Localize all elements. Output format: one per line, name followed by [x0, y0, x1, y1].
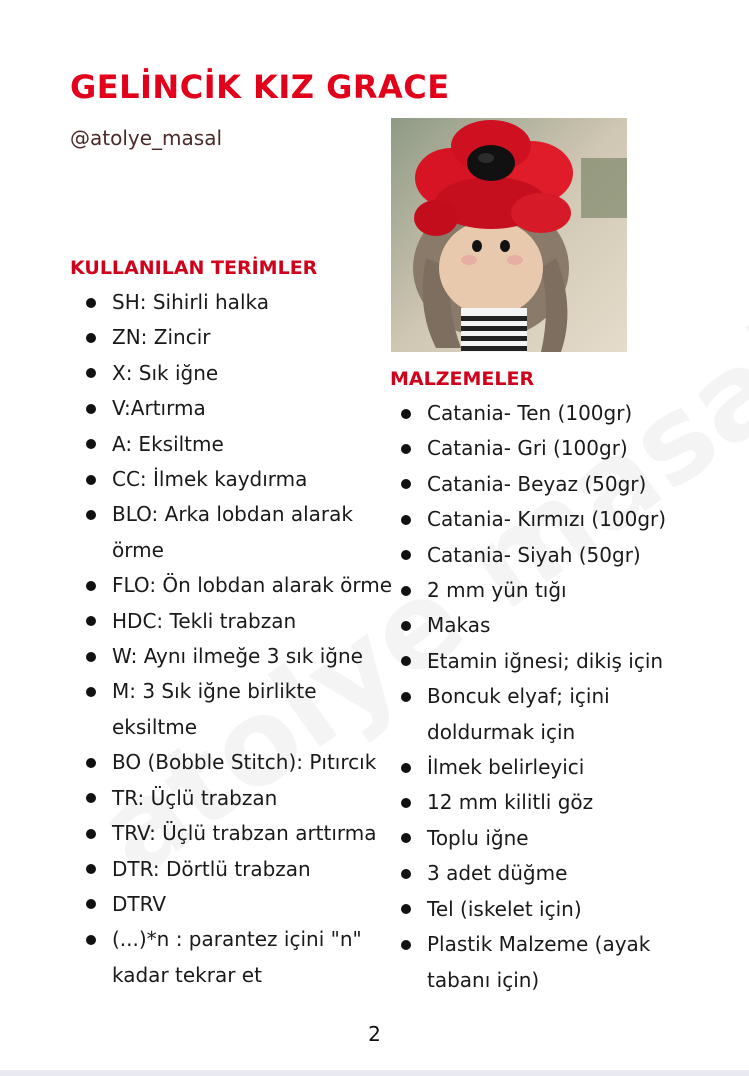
list-item: ZN: Zincir [86, 320, 406, 355]
list-item: İlmek belirleyici [401, 750, 701, 785]
list-item: Plastik Malzeme (ayak tabanı için) [401, 927, 701, 998]
doll-photo [391, 118, 627, 352]
list-item: Boncuk elyaf; içini doldurmak için [401, 679, 701, 750]
terms-heading: KULLANILAN TERİMLER [70, 257, 318, 279]
list-item: Catania- Ten (100gr) [401, 396, 701, 431]
list-item: A: Eksiltme [86, 427, 406, 462]
page-number: 2 [368, 1022, 381, 1046]
list-item: HDC: Tekli trabzan [86, 604, 406, 639]
list-item: BO (Bobble Stitch): Pıtırcık [86, 745, 406, 780]
list-item: TRV: Üçlü trabzan arttırma [86, 816, 406, 851]
list-item: Catania- Siyah (50gr) [401, 538, 701, 573]
materials-heading: MALZEMELER [390, 368, 535, 390]
list-item: TR: Üçlü trabzan [86, 781, 406, 816]
list-item: Catania- Kırmızı (100gr) [401, 502, 701, 537]
list-item: CC: İlmek kaydırma [86, 462, 406, 497]
list-item: V:Artırma [86, 391, 406, 426]
list-item: Catania- Gri (100gr) [401, 431, 701, 466]
list-item: 2 mm yün tığı [401, 573, 701, 608]
list-item: Catania- Beyaz (50gr) [401, 467, 701, 502]
list-item: SH: Sihirli halka [86, 285, 406, 320]
list-item: W: Aynı ilmeğe 3 sık iğne [86, 639, 406, 674]
list-item: BLO: Arka lobdan alarak örme [86, 497, 406, 568]
list-item: M: 3 Sık iğne birlikte eksiltme [86, 674, 406, 745]
list-item: 12 mm kilitli göz [401, 785, 701, 820]
list-item: Makas [401, 608, 701, 643]
materials-list [401, 396, 701, 998]
list-item: (...)*n : parantez içini "n" kadar tekrar et [86, 922, 406, 993]
list-item: Toplu iğne [401, 821, 701, 856]
terms-list [86, 285, 406, 993]
list-item: DTR: Dörtlü trabzan [86, 852, 406, 887]
list-item: 3 adet düğme [401, 856, 701, 891]
page-bottom-edge [0, 1070, 749, 1076]
page-title: GELİNCİK KIZ GRACE [70, 68, 450, 106]
author-handle: @atolye_masal [70, 126, 223, 150]
list-item: Tel (iskelet için) [401, 892, 701, 927]
list-item: DTRV [86, 887, 406, 922]
list-item: FLO: Ön lobdan alarak örme [86, 568, 406, 603]
list-item: Etamin iğnesi; dikiş için [401, 644, 701, 679]
list-item: X: Sık iğne [86, 356, 406, 391]
